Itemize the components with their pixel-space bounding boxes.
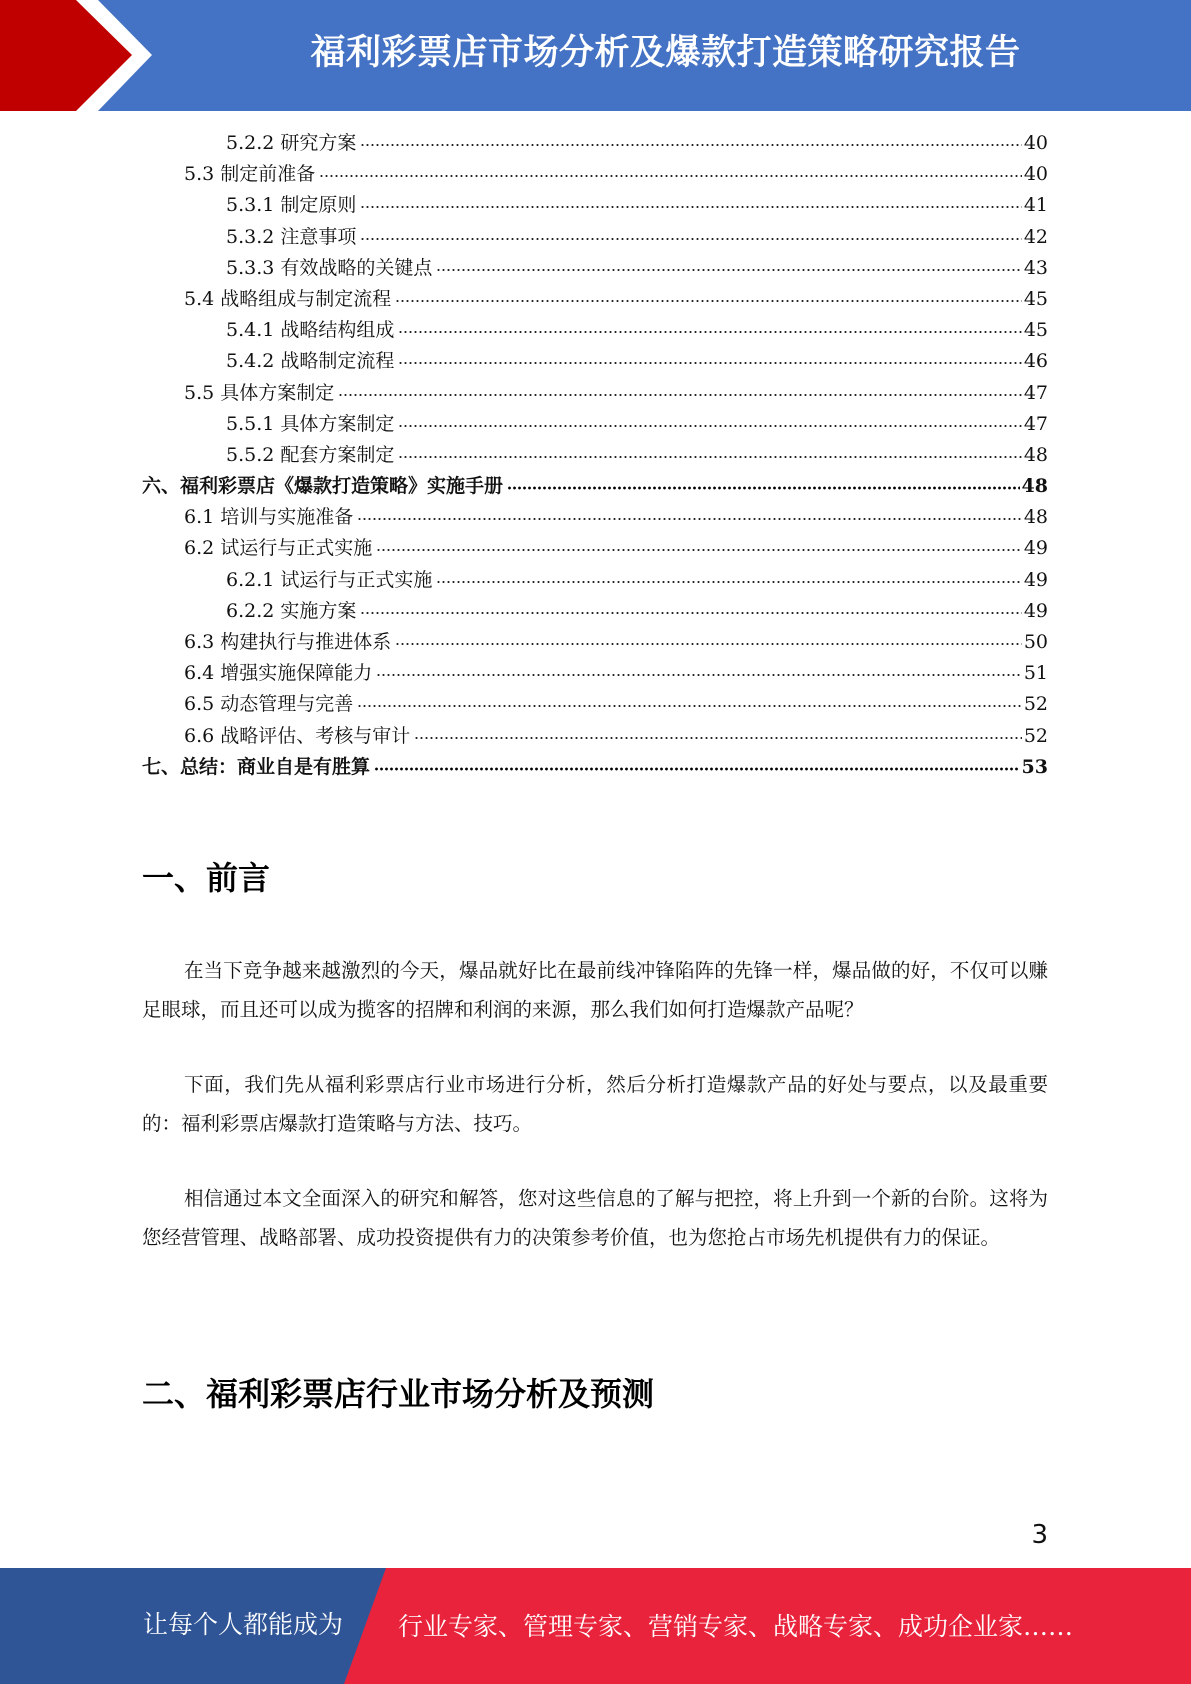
toc-dot-leader <box>338 392 1022 398</box>
toc-entry-page: 49 <box>1023 568 1048 591</box>
toc-entry-page: 48 <box>1021 475 1048 498</box>
toc-entry[interactable] <box>142 253 1048 284</box>
toc-entry-page: 47 <box>1023 412 1048 435</box>
toc-entry-label: 6.2.1 试运行与正式实施 <box>226 568 433 591</box>
toc-entry-label: 6.1 培训与实施准备 <box>184 506 354 529</box>
toc-entry[interactable] <box>142 502 1048 533</box>
toc-entry-page: 52 <box>1023 693 1048 716</box>
toc-entry-label: 5.5.2 配套方案制定 <box>226 443 395 466</box>
toc-dot-leader <box>376 672 1022 678</box>
toc-entry[interactable] <box>142 596 1048 627</box>
toc-dot-leader <box>398 454 1021 460</box>
toc-entry[interactable] <box>142 440 1048 471</box>
page-footer <box>0 1568 1191 1684</box>
toc-dot-leader <box>398 423 1021 429</box>
toc-dot-leader <box>507 485 1020 491</box>
toc-entry-label: 6.3 构建执行与推进体系 <box>184 631 392 653</box>
page-number: 3 <box>1031 1520 1048 1550</box>
toc-entry[interactable] <box>142 565 1048 596</box>
toc-entry[interactable] <box>142 222 1048 253</box>
toc-entry[interactable] <box>142 627 1048 658</box>
toc-entry-label: 6.5 动态管理与完善 <box>184 693 354 716</box>
toc-entry-page: 49 <box>1023 599 1048 622</box>
section-heading-market-analysis: 二、福利彩票店行业市场分析及预测 <box>142 1375 655 1413</box>
toc-entry-chapter[interactable] <box>142 471 1048 502</box>
toc-dot-leader <box>436 579 1021 585</box>
toc-entry-page: 48 <box>1023 506 1048 529</box>
toc-entry[interactable] <box>142 533 1048 564</box>
toc-entry-label: 6.6 战略评估、考核与审计 <box>184 724 411 747</box>
toc-entry-label: 5.5.1 具体方案制定 <box>226 412 395 435</box>
toc-entry[interactable] <box>142 284 1048 315</box>
body-paragraph: 相信通过本文全面深入的研究和解答，您对这些信息的了解与把控，将上升到一个新的台阶。这将为您经营管理、战略部署、成功投资提供有力的决策参考价值，也为您抢占市场先机提供有力的保证。 <box>142 1187 1048 1249</box>
toc-entry-page: 45 <box>1023 287 1048 310</box>
toc-entry-page: 50 <box>1023 631 1048 653</box>
toc-entry-label: 5.4.2 战略制定流程 <box>226 350 395 373</box>
toc-dot-leader <box>360 236 1021 242</box>
toc-entry[interactable] <box>142 346 1048 377</box>
toc-entry-label: 5.4 战略组成与制定流程 <box>184 287 392 310</box>
toc-entry[interactable] <box>142 721 1048 752</box>
toc-dot-leader <box>360 204 1021 210</box>
body-paragraph: 在当下竞争越来越激烈的今天，爆品就好比在最前线冲锋陷阵的先锋一样，爆品做的好，不仅可以赚足眼球，而且还可以成为揽客的招牌和利润的来源，那么我们如何打造爆款产品呢？ <box>142 959 1048 1021</box>
toc-entry-page: 48 <box>1023 443 1048 466</box>
toc-dot-leader <box>398 360 1021 366</box>
toc-entry-page: 53 <box>1021 755 1048 778</box>
toc-entry[interactable] <box>142 128 1048 159</box>
toc-entry-label: 6.2.2 实施方案 <box>226 599 357 622</box>
toc-entry-label: 6.2 试运行与正式实施 <box>184 537 373 560</box>
footer-slogan-left: 让每个人都能成为 <box>143 1610 344 1639</box>
toc-dot-leader <box>357 516 1022 522</box>
toc-dot-leader <box>436 267 1021 273</box>
toc-dot-leader <box>395 641 1022 647</box>
footer-slogan-right: 行业专家、管理专家、营销专家、战略专家、成功企业家…… <box>398 1612 1074 1641</box>
toc-dot-leader <box>360 142 1021 148</box>
toc-entry-page: 45 <box>1023 319 1048 342</box>
toc-entry[interactable] <box>142 159 1048 190</box>
toc-entry-label: 5.3.2 注意事项 <box>226 225 357 248</box>
toc-entry[interactable] <box>142 315 1048 346</box>
toc-dot-leader <box>357 703 1022 709</box>
toc-entry-page: 40 <box>1023 132 1048 154</box>
toc-dot-leader <box>395 298 1022 304</box>
toc-entry-page: 43 <box>1023 256 1048 279</box>
toc-dot-leader <box>414 735 1022 741</box>
toc-entry[interactable] <box>142 689 1048 720</box>
toc-entry-label: 5.4.1 战略结构组成 <box>226 319 395 342</box>
toc-entry-page: 47 <box>1023 381 1048 404</box>
toc-entry-page: 51 <box>1023 662 1048 685</box>
toc-entry-page: 46 <box>1023 350 1048 373</box>
section-heading-preface: 一、前言 <box>142 859 271 897</box>
toc-entry-label: 5.3.3 有效战略的关键点 <box>226 256 433 279</box>
toc-dot-leader <box>319 173 1022 179</box>
table-of-contents <box>142 128 1048 783</box>
toc-entry[interactable] <box>142 658 1048 689</box>
toc-entry-label: 5.3 制定前准备 <box>184 163 316 186</box>
toc-dot-leader <box>374 766 1020 772</box>
toc-entry-page: 41 <box>1023 194 1048 217</box>
toc-entry-label: 5.5 具体方案制定 <box>184 381 335 404</box>
toc-entry-label: 5.3.1 制定原则 <box>226 194 357 217</box>
toc-entry-label: 七、总结：商业自是有胜算 <box>142 755 371 778</box>
toc-entry[interactable] <box>142 190 1048 221</box>
body-paragraph: 下面，我们先从福利彩票店行业市场进行分析，然后分析打造爆款产品的好处与要点，以及最重要的：福利彩票店爆款打造策略与方法、技巧。 <box>142 1073 1048 1135</box>
toc-entry-page: 52 <box>1023 724 1048 747</box>
toc-entry-label: 六、福利彩票店《爆款打造策略》实施手册 <box>142 475 504 498</box>
toc-dot-leader <box>398 329 1021 335</box>
toc-entry-page: 40 <box>1023 163 1048 186</box>
toc-entry-label: 5.2.2 研究方案 <box>226 132 357 154</box>
toc-entry-chapter[interactable] <box>142 752 1048 783</box>
report-title: 福利彩票店市场分析及爆款打造策略研究报告 <box>310 33 1021 73</box>
toc-dot-leader <box>376 547 1022 553</box>
toc-entry[interactable] <box>142 378 1048 409</box>
toc-entry-label: 6.4 增强实施保障能力 <box>184 662 373 685</box>
toc-entry[interactable] <box>142 409 1048 440</box>
toc-entry-page: 42 <box>1023 225 1048 248</box>
page-header <box>0 0 1191 111</box>
toc-dot-leader <box>360 610 1021 616</box>
toc-entry-page: 49 <box>1023 537 1048 560</box>
